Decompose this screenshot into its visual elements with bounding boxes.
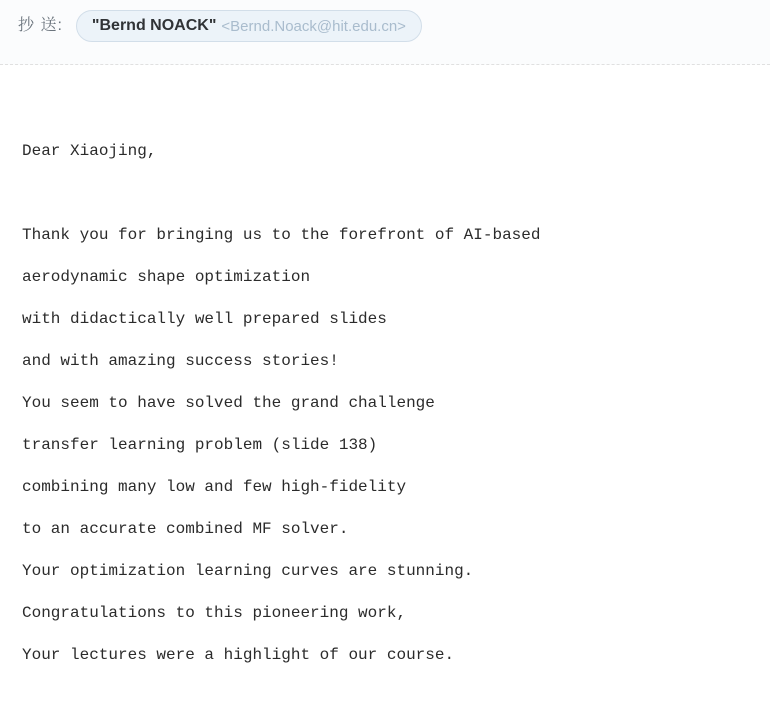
email-body[interactable] [0,65,770,676]
recipient-header [0,0,770,65]
body-line: to an accurate combined MF solver. [22,520,349,538]
body-line: combining many low and few high-fidelity [22,478,407,496]
body-line: Thank you for bringing us to the forefront of AI-based [22,226,541,244]
cc-field-row [18,10,422,42]
cc-field-label: 抄 送: [18,17,63,34]
body-line: Your optimization learning curves are stunning. [22,562,474,580]
recipient-name: "Bernd NOACK" [91,17,217,34]
body-line: transfer learning problem (slide 138) [22,436,378,454]
body-line: Congratulations to this pioneering work, [22,604,407,622]
cc-recipient-chip[interactable] [76,10,422,42]
body-line: with didactically well prepared slides [22,310,387,328]
body-line-blank [22,172,748,214]
body-line: aerodynamic shape optimization [22,268,311,286]
body-line: You seem to have solved the grand challenge [22,394,435,412]
body-line-greeting: Dear Xiaojing, [22,142,157,160]
body-line-closing: Your lectures were a highlight of our course. [22,646,455,664]
recipient-email: <Bernd.Noack@hit.edu.cn> [221,17,406,35]
body-line: and with amazing success stories! [22,352,339,370]
